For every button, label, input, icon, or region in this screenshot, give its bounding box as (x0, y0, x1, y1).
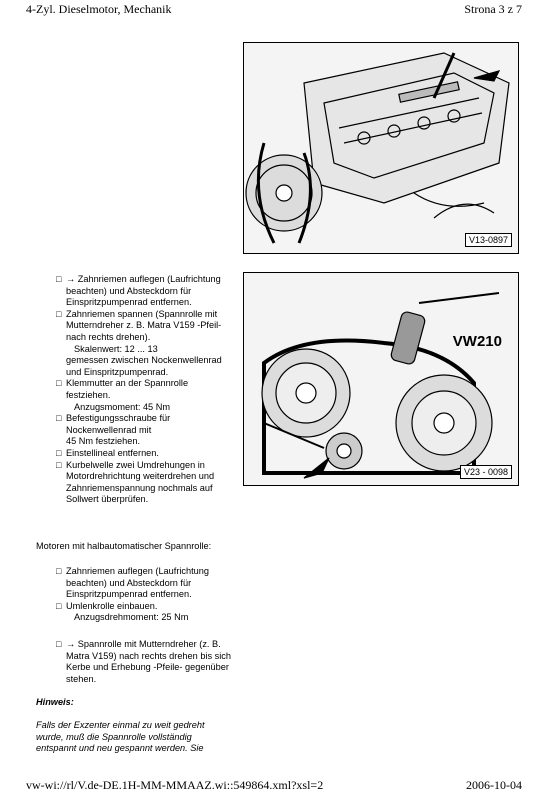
step-subtext: 45 Nm festziehen. (66, 436, 141, 447)
checkbox-marker: □ (56, 459, 62, 470)
footer-url: vw-wi://rl/V.de-DE.1H-MM-MMAAZ.wi::549864.xml?xsl=2 (26, 778, 324, 792)
steps-list-2 (56, 566, 231, 624)
figure-label: V13-0897 (465, 233, 512, 247)
checkbox-marker: □ (56, 639, 62, 649)
checkbox-marker: □ (56, 413, 62, 424)
step-text: Einstellineal entfernen. (66, 447, 159, 458)
checkbox-marker: □ (56, 308, 62, 319)
checkbox-marker: □ (56, 378, 62, 389)
step-text: → Zahnriemen auflegen (Laufrichtung beachten) und Absteckdorn für Einspritzpumpenrad entfernen. (66, 274, 221, 308)
step-text: Befestigungsschraube für Nockenwellenrad mit (66, 413, 171, 435)
list-item (56, 601, 231, 624)
steps-list-1 (56, 274, 231, 506)
figure-label: V23 - 0098 (460, 465, 512, 479)
step-subtext: Anzugsmoment: 45 Nm (74, 401, 170, 412)
list-item (56, 274, 231, 309)
header-title: 4-Zyl. Dieselmotor, Mechanik (26, 2, 172, 16)
list-item (56, 413, 231, 448)
list-item (56, 309, 231, 379)
step-text: Klemmutter an der Spannrolle festziehen. (66, 378, 189, 400)
figure-camshaft (243, 42, 519, 254)
step-text: Kurbelwelle zwei Umdrehungen in Motordrehrichtung weiterdrehen und Zahnriemenspannung nochmals auf Sollwert überprüfen. (66, 459, 215, 505)
step-subtext: Skalenwert: 12 ... 13 (74, 343, 158, 354)
list-item (56, 639, 231, 685)
step-text: Zahnriemen spannen (Spannrolle mit Mutterndreher z. B. Matra V159 -Pfeil- nach rechts drehen). (66, 308, 222, 342)
steps-list-3 (56, 639, 231, 685)
list-item (56, 448, 231, 460)
checkbox-marker: □ (56, 600, 62, 611)
page-number: Strona 3 z 7 (464, 2, 522, 16)
tool-label: VW210 (452, 333, 502, 350)
checkbox-marker: □ (56, 274, 62, 284)
step-text: Umlenkrolle einbauen. (66, 600, 158, 611)
camshaft-drawing (244, 43, 518, 253)
section-heading: Motoren mit halbautomatischer Spannrolle: (36, 541, 212, 551)
hinweis-title: Hinweis: (36, 697, 74, 707)
list-item (56, 566, 231, 601)
step-text: → Spannrolle mit Mutterndreher (z. B. Matra V159) nach rechts drehen bis sich Kerbe und Erhebung -Pfeile- gegenüber stehen. (66, 639, 231, 684)
footer-date: 2006-10-04 (466, 778, 522, 792)
list-item (56, 378, 231, 413)
checkbox-marker: □ (56, 566, 62, 576)
figure-tensioner (243, 272, 519, 486)
step-subtext: Anzugsdrehmoment: 25 Nm (74, 612, 189, 623)
step-subtext: gemessen zwischen Nockenwellenrad und Einspritzpumpenrad. (66, 355, 222, 377)
checkbox-marker: □ (56, 447, 62, 458)
step-text: Zahnriemen auflegen (Laufrichtung beachten) und Absteckdorn für Einspritzpumpenrad entfernen. (66, 566, 210, 600)
hinweis-text: Falls der Exzenter einmal zu weit gedreht wurde, muß die Spannrolle vollständig entspannt und neu gespannt werden. Sie (36, 720, 205, 754)
tensioner-drawing (244, 273, 518, 485)
list-item (56, 460, 231, 506)
